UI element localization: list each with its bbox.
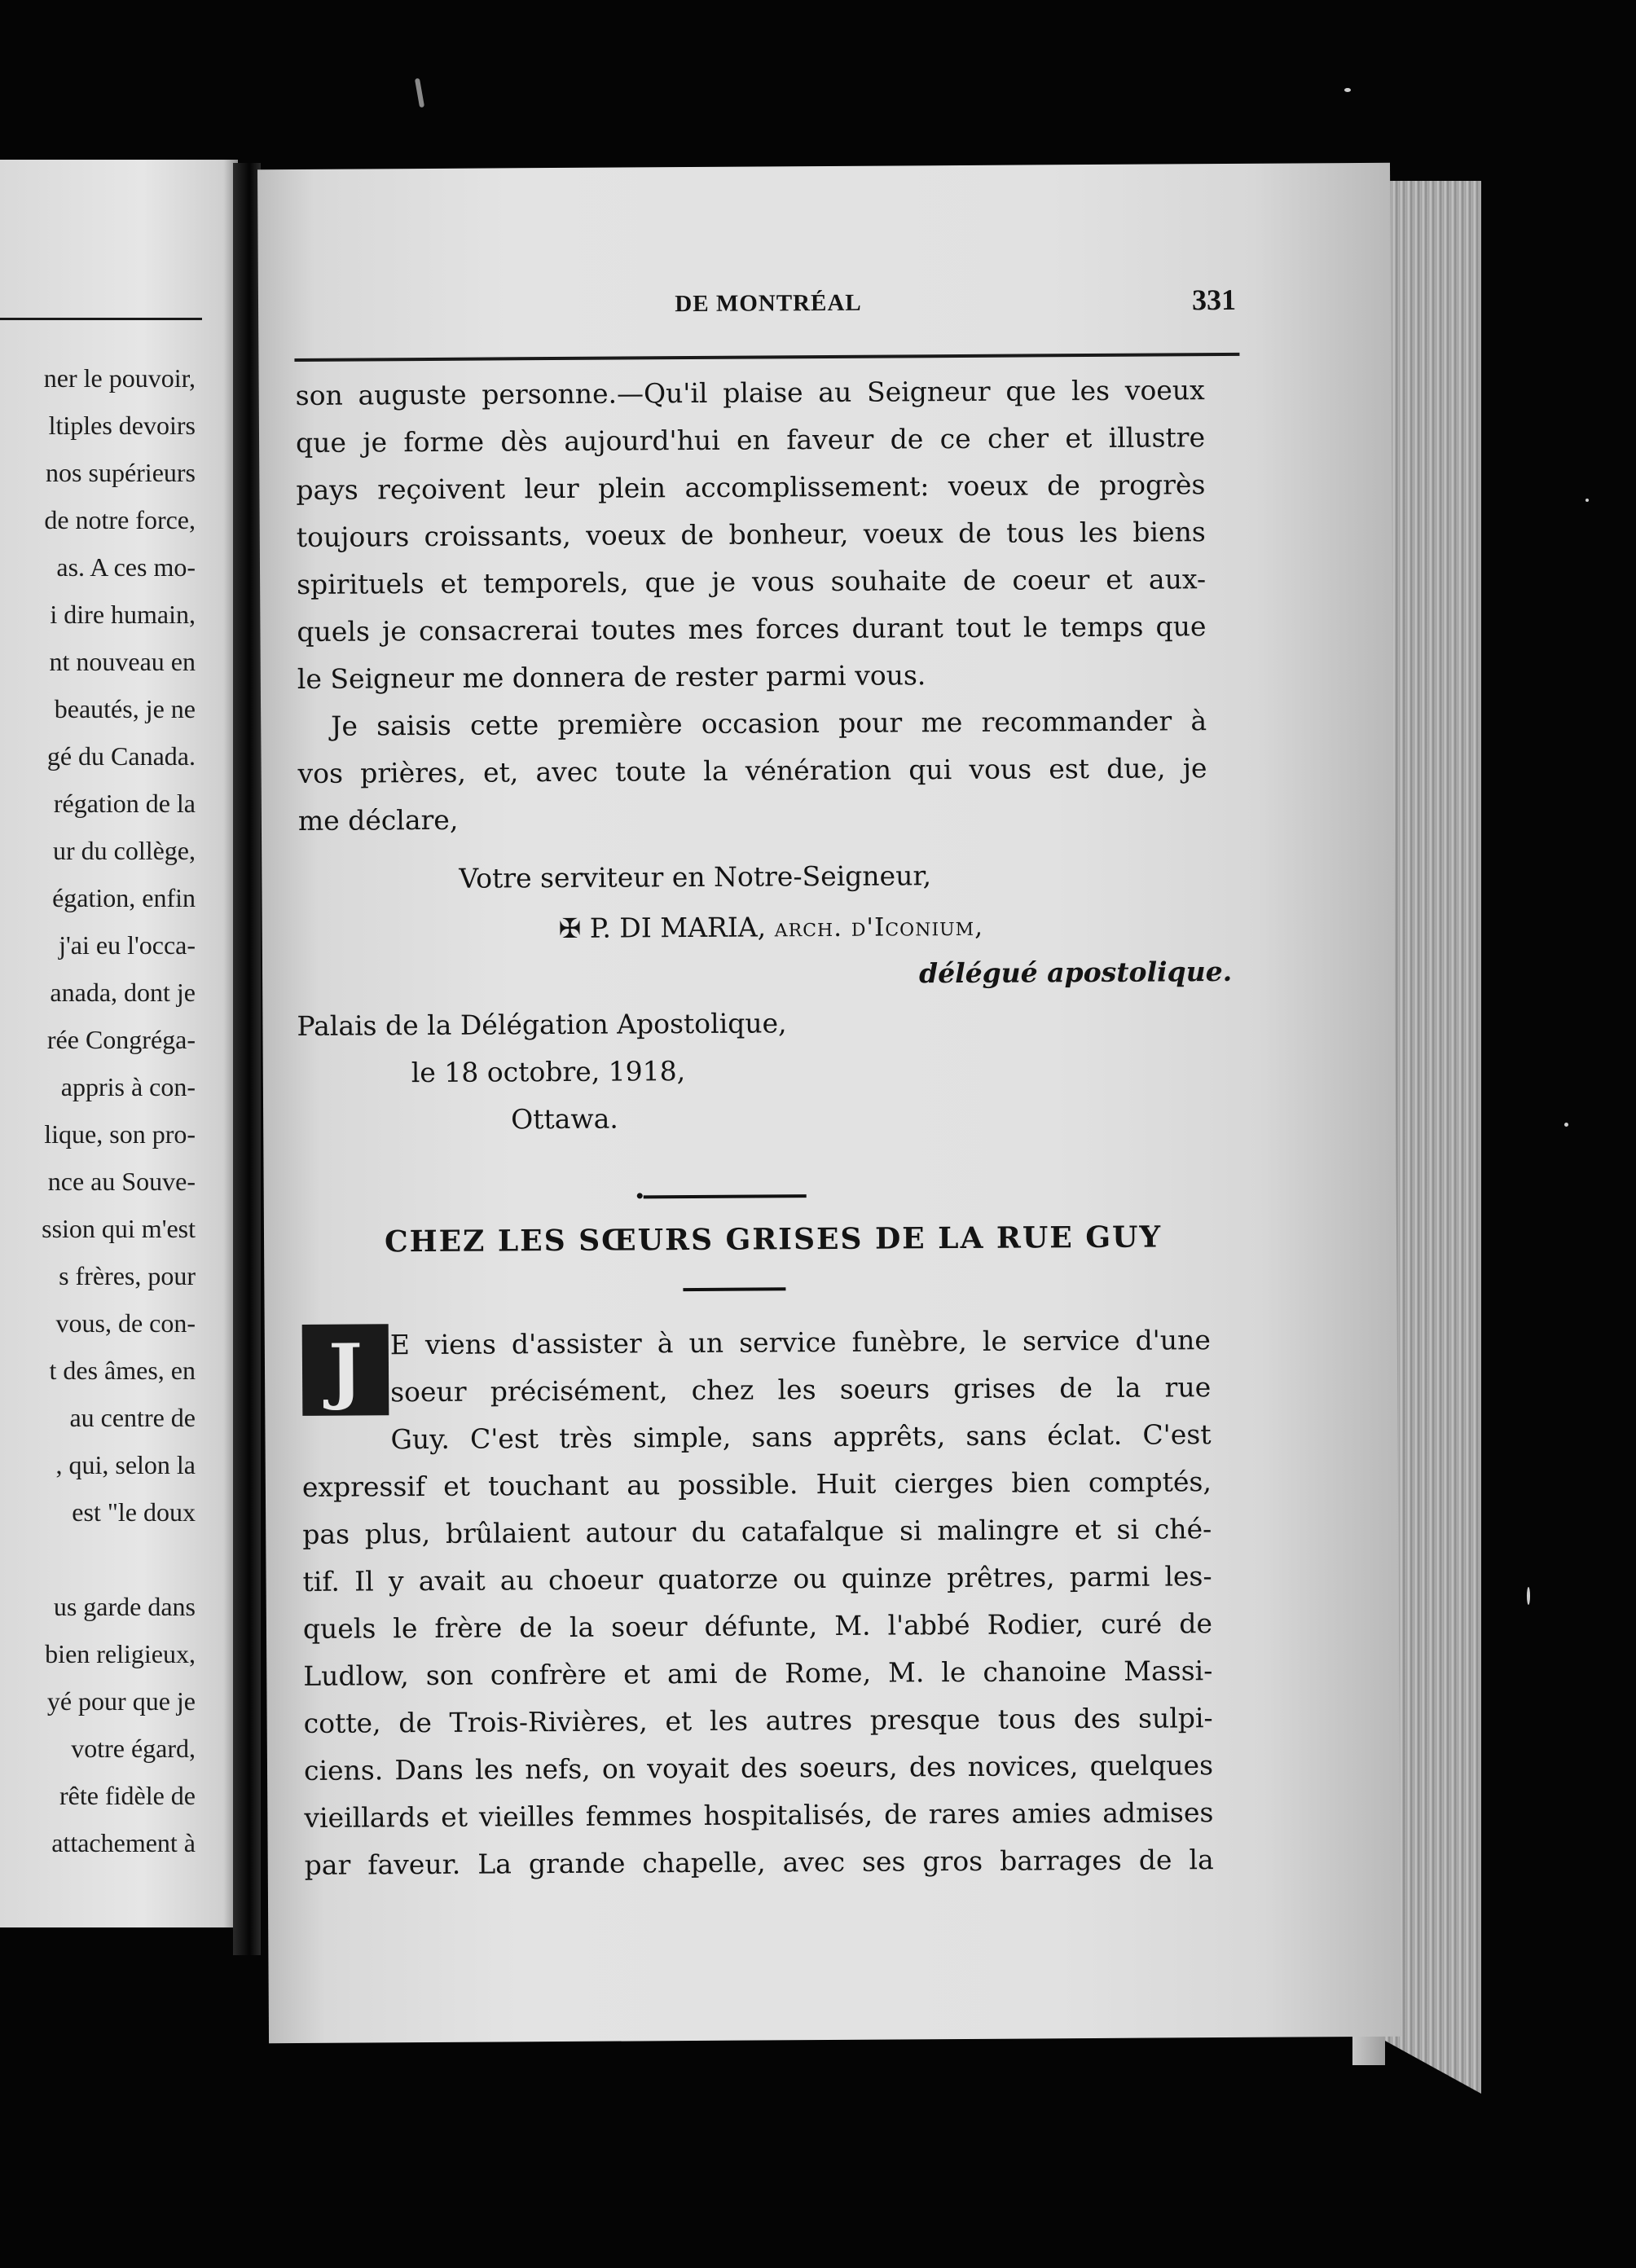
film-speck — [1585, 499, 1589, 502]
header-rule — [294, 353, 1239, 362]
left-page-line: as. A ces mo- — [56, 552, 196, 582]
left-page-line: votre égard, — [71, 1734, 196, 1763]
letter-line: que je forme dès aujourd'hui en faveur de ce cher et illustre — [295, 421, 1206, 459]
left-page-line: nt nouveau en — [49, 647, 196, 676]
section-title: CHEZ LES SŒURS GRISES DE LA RUE GUY — [384, 1220, 1163, 1259]
letter-city: Ottawa. — [511, 1102, 618, 1136]
letter-line: le Seigneur me donnera de rester parmi vous. — [297, 659, 926, 695]
film-speck — [1344, 88, 1351, 92]
left-page-line: nce au Souve- — [47, 1167, 196, 1196]
letter-line: vos prières, et, avec toute la vénération qui vous est due, je — [297, 752, 1207, 789]
left-page-line: i dire humain, — [50, 600, 196, 629]
letter-line: Je saisis cette première occasion pour me recommander à — [331, 705, 1207, 742]
letter-line: quels je consacrerai toutes mes forces durant tout le temps que — [297, 610, 1207, 648]
page-331 — [257, 163, 1401, 2043]
section-line: pas plus, brûlaient autour du catafalque si malingre et si ché- — [302, 1513, 1212, 1550]
letter-line: pays reçoivent leur plein accomplissement: voeux de progrès — [296, 468, 1206, 506]
left-page-text — [0, 160, 238, 1927]
letter-line: spirituels et temporels, que je vous souhaite de coeur et aux- — [297, 563, 1207, 600]
left-page-line: ltiples devoirs — [48, 411, 196, 440]
left-page-line: régation de la — [53, 789, 196, 818]
divider-dot — [637, 1193, 643, 1198]
left-page-line: s frères, pour — [59, 1261, 196, 1290]
left-page — [0, 160, 238, 1927]
section-line: vieillards et vieilles femmes hospitalisés, de rares amies admises — [304, 1796, 1214, 1834]
left-page-line: vous, de con- — [55, 1308, 196, 1338]
section-line: ciens. Dans les nefs, on voyait des soeurs, des novices, quelques — [303, 1749, 1214, 1787]
left-page-line: ner le pouvoir, — [43, 363, 196, 393]
left-page-line: lique, son pro- — [44, 1119, 196, 1149]
section-line: E viens d'assister à un service funèbre, le service d'une — [389, 1324, 1211, 1361]
left-page-line: j'ai eu l'occa- — [59, 930, 196, 960]
left-page-line: est "le doux — [72, 1497, 196, 1527]
signature — [559, 910, 984, 944]
letter-closing: Votre serviteur en Notre-Seigneur, — [459, 859, 932, 894]
drop-cap-letter: J — [328, 1327, 363, 1413]
signer-name: P. DI MARIA, — [589, 911, 767, 944]
left-page-line: égation, enfin — [52, 883, 196, 912]
left-page-line: anada, dont je — [50, 978, 196, 1007]
left-page-line: yé pour que je — [46, 1686, 196, 1716]
section-line: par faveur. La grande chapelle, avec ses gros barrages de la — [304, 1844, 1214, 1881]
letter-line: toujours croissants, voeux de bonheur, voeux de tous les biens — [296, 516, 1206, 553]
left-page-line: us garde dans — [53, 1592, 196, 1621]
left-page-line: rée Congréga- — [46, 1025, 196, 1054]
film-speck — [1564, 1123, 1568, 1127]
section-line: quels le frère de la soeur défunte, M. l'abbé Rodier, curé de — [302, 1607, 1213, 1645]
signer-role: délégué apostolique. — [918, 955, 1233, 990]
book-gutter — [233, 163, 261, 1955]
letter-place: Palais de la Délégation Apostolique, — [297, 1007, 787, 1042]
letter-line: son auguste personne.—Qu'il plaise au Seigneur que les voeux — [295, 374, 1205, 411]
signer-title: arch. d'Iconium, — [774, 912, 984, 943]
left-page-line: nos supérieurs — [46, 458, 196, 487]
letter-date: le 18 octobre, 1918, — [411, 1055, 686, 1089]
left-page-line: ur du collège, — [52, 836, 196, 865]
left-page-line: ssion qui m'est — [42, 1214, 196, 1243]
section-line: expressif et touchant au possible. Huit cierges bien comptés, — [301, 1466, 1212, 1503]
film-speck — [1527, 1587, 1530, 1605]
section-line: Guy. C'est très simple, sans apprêts, sans éclat. C'est — [390, 1418, 1212, 1456]
left-page-line: bien religieux, — [45, 1639, 196, 1668]
left-page-line: beautés, je ne — [54, 694, 196, 723]
section-line: tif. Il y avait au choeur quatorze ou quinze prêtres, parmi les- — [302, 1560, 1212, 1598]
cross-icon: ✠ — [558, 912, 582, 945]
left-page-line: attachement à — [51, 1828, 196, 1857]
left-page-line: t des âmes, en — [49, 1356, 196, 1385]
running-head: DE MONTRÉAL — [675, 289, 862, 318]
page-header — [301, 283, 1236, 329]
title-rule — [683, 1287, 785, 1291]
section-divider — [644, 1194, 807, 1198]
section-line: soeur précisément, chez les soeurs grises de la rue — [390, 1371, 1212, 1409]
section-line: cotte, de Trois-Rivières, et les autres presque tous des sulpi- — [303, 1702, 1213, 1739]
left-page-line: appris à con- — [60, 1072, 196, 1101]
page-number: 331 — [1191, 283, 1237, 317]
drop-cap — [302, 1324, 389, 1416]
left-page-line: rête fidèle de — [59, 1781, 196, 1810]
film-speck — [415, 78, 424, 108]
left-page-line: de notre force, — [44, 505, 196, 534]
letter-line: me déclare, — [297, 803, 459, 837]
section-line: Ludlow, son confrère et ami de Rome, M. le chanoine Massi- — [303, 1655, 1213, 1692]
left-page-line: gé du Canada. — [46, 741, 196, 771]
left-page-line: au centre de — [69, 1403, 196, 1432]
left-page-line: , qui, selon la — [55, 1450, 196, 1479]
